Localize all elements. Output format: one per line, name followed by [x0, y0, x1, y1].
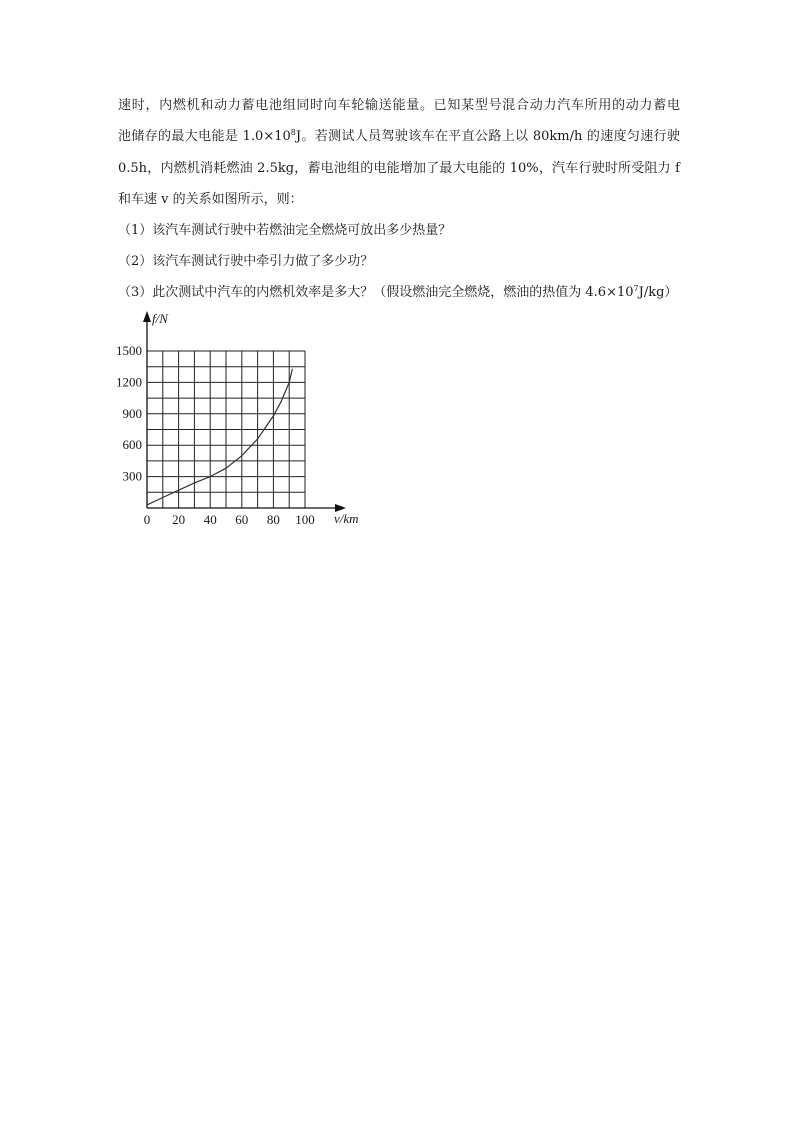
y-axis-arrow [143, 311, 151, 322]
friction-speed-chart [0, 0, 800, 560]
y-tick-label: 600 [122, 437, 142, 453]
x-tick-label: 40 [203, 512, 217, 527]
problem-line-2-end: J。若测试人员驾驶该车在平直公路上以 80km/h 的速度匀速行驶 [295, 129, 680, 144]
y-tick-label: 1500 [116, 343, 142, 358]
problem-line-4: 和车速 v 的关系如图所示，则： [118, 192, 303, 207]
x-tick-label: 80 [266, 512, 280, 527]
problem-line-1: 速时，内燃机和动力蓄电池组同时向车轮输送能量。已知某型号混合动力汽车所用的动力蓄电 [118, 98, 680, 113]
heat-value-exponent: 7 [633, 284, 639, 293]
problem-line-2-start: 池储存的最大电能是 1.0×10 [118, 129, 291, 144]
y-tick-label: 300 [122, 468, 142, 484]
question-1: （1）该汽车测试行驶中若燃油完全燃烧可放出多少热量？ [118, 223, 452, 238]
x-axis-label: v/km [334, 511, 359, 526]
y-tick-label: 900 [122, 405, 142, 421]
question-3-unit: J/kg） [638, 285, 678, 300]
y-tick-label: 1200 [116, 374, 142, 390]
x-tick-label: 100 [295, 512, 315, 527]
y-axis-label: f/N [152, 311, 168, 326]
x-tick-label: 20 [172, 512, 186, 527]
x-tick-label: 0 [143, 512, 151, 527]
problem-line-3: 0.5h，内燃机消耗燃油 2.5kg，蓄电池组的电能增加了最大电能的 10%，汽车行驶时所受阻力 f [118, 161, 680, 176]
energy-exponent: 8 [290, 128, 296, 137]
question-3-text: （3）此次测试中汽车的内燃机效率是多大？（假设燃油完全燃烧，燃油的热值为 4.6×10 [118, 285, 634, 300]
x-tick-label: 60 [235, 512, 249, 527]
question-2: （2）该汽车测试行驶中牵引力做了多少功？ [118, 254, 374, 269]
friction-curve [147, 369, 292, 505]
